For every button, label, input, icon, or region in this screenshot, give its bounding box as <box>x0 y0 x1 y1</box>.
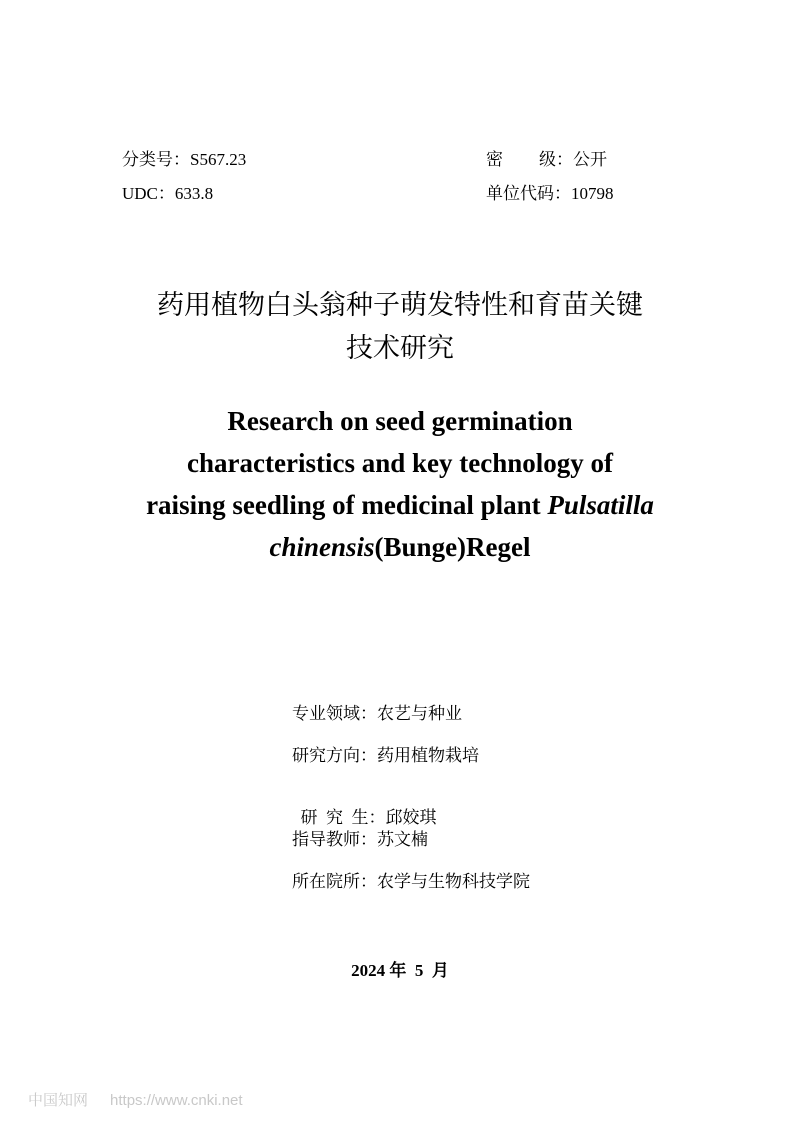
udc-label: UDC： <box>122 184 175 203</box>
watermark-footer <box>28 1089 265 1110</box>
info-value: 农学与生物科技学院 <box>377 872 530 891</box>
chinese-title <box>0 284 800 370</box>
english-title-line-3 <box>100 484 700 526</box>
info-row-institute <box>292 872 530 892</box>
info-value: 苏文楠 <box>377 830 428 849</box>
info-label: 指导教师： <box>292 830 377 849</box>
submission-date: 2024 年 5 月 <box>351 961 449 980</box>
secrecy-level <box>486 150 607 170</box>
info-row-student <box>292 788 437 828</box>
info-label: 研 究 生： <box>300 808 386 827</box>
info-value: 药用植物栽培 <box>377 746 479 765</box>
udc-value: 633.8 <box>174 184 214 203</box>
chinese-title-line-2: 技术研究 <box>346 333 454 364</box>
secrecy-label-2: 级： <box>539 150 573 169</box>
info-value: 邱姣琪 <box>385 808 437 827</box>
secrecy-label-1: 密 <box>486 150 503 169</box>
english-title <box>100 400 700 568</box>
unit-code-value: 10798 <box>571 184 614 203</box>
english-title-line-4 <box>100 526 700 568</box>
english-title-line-1: Research on seed germination <box>227 406 573 436</box>
classification-value: S567.23 <box>190 150 247 169</box>
species-authority: (Bunge)Regel <box>374 532 531 562</box>
info-label: 研究方向： <box>292 746 377 765</box>
species-genus: Pulsatilla <box>547 490 654 520</box>
info-label: 专业领域： <box>292 704 377 723</box>
watermark-url: https://www.cnki.net <box>110 1092 243 1109</box>
chinese-title-line-1: 药用植物白头翁种子萌发特性和育苗关键 <box>157 290 643 321</box>
udc-number <box>122 184 213 204</box>
english-title-line-3-text: raising seedling of medicinal plant <box>146 490 548 520</box>
english-title-line-2: characteristics and key technology of <box>187 448 613 478</box>
classification-label: 分类号： <box>122 150 190 169</box>
watermark-brand: 中国知网 <box>28 1092 89 1109</box>
classification-number <box>122 150 246 170</box>
info-row-supervisor <box>292 830 428 850</box>
info-row-major <box>292 704 462 724</box>
unit-code <box>486 184 614 204</box>
secrecy-value: 公开 <box>573 150 607 169</box>
unit-code-label: 单位代码： <box>486 184 571 203</box>
info-label: 所在院所： <box>292 872 377 891</box>
species-epithet: chinensis <box>269 532 375 562</box>
info-value: 农艺与种业 <box>377 704 462 723</box>
info-row-direction <box>292 746 479 766</box>
